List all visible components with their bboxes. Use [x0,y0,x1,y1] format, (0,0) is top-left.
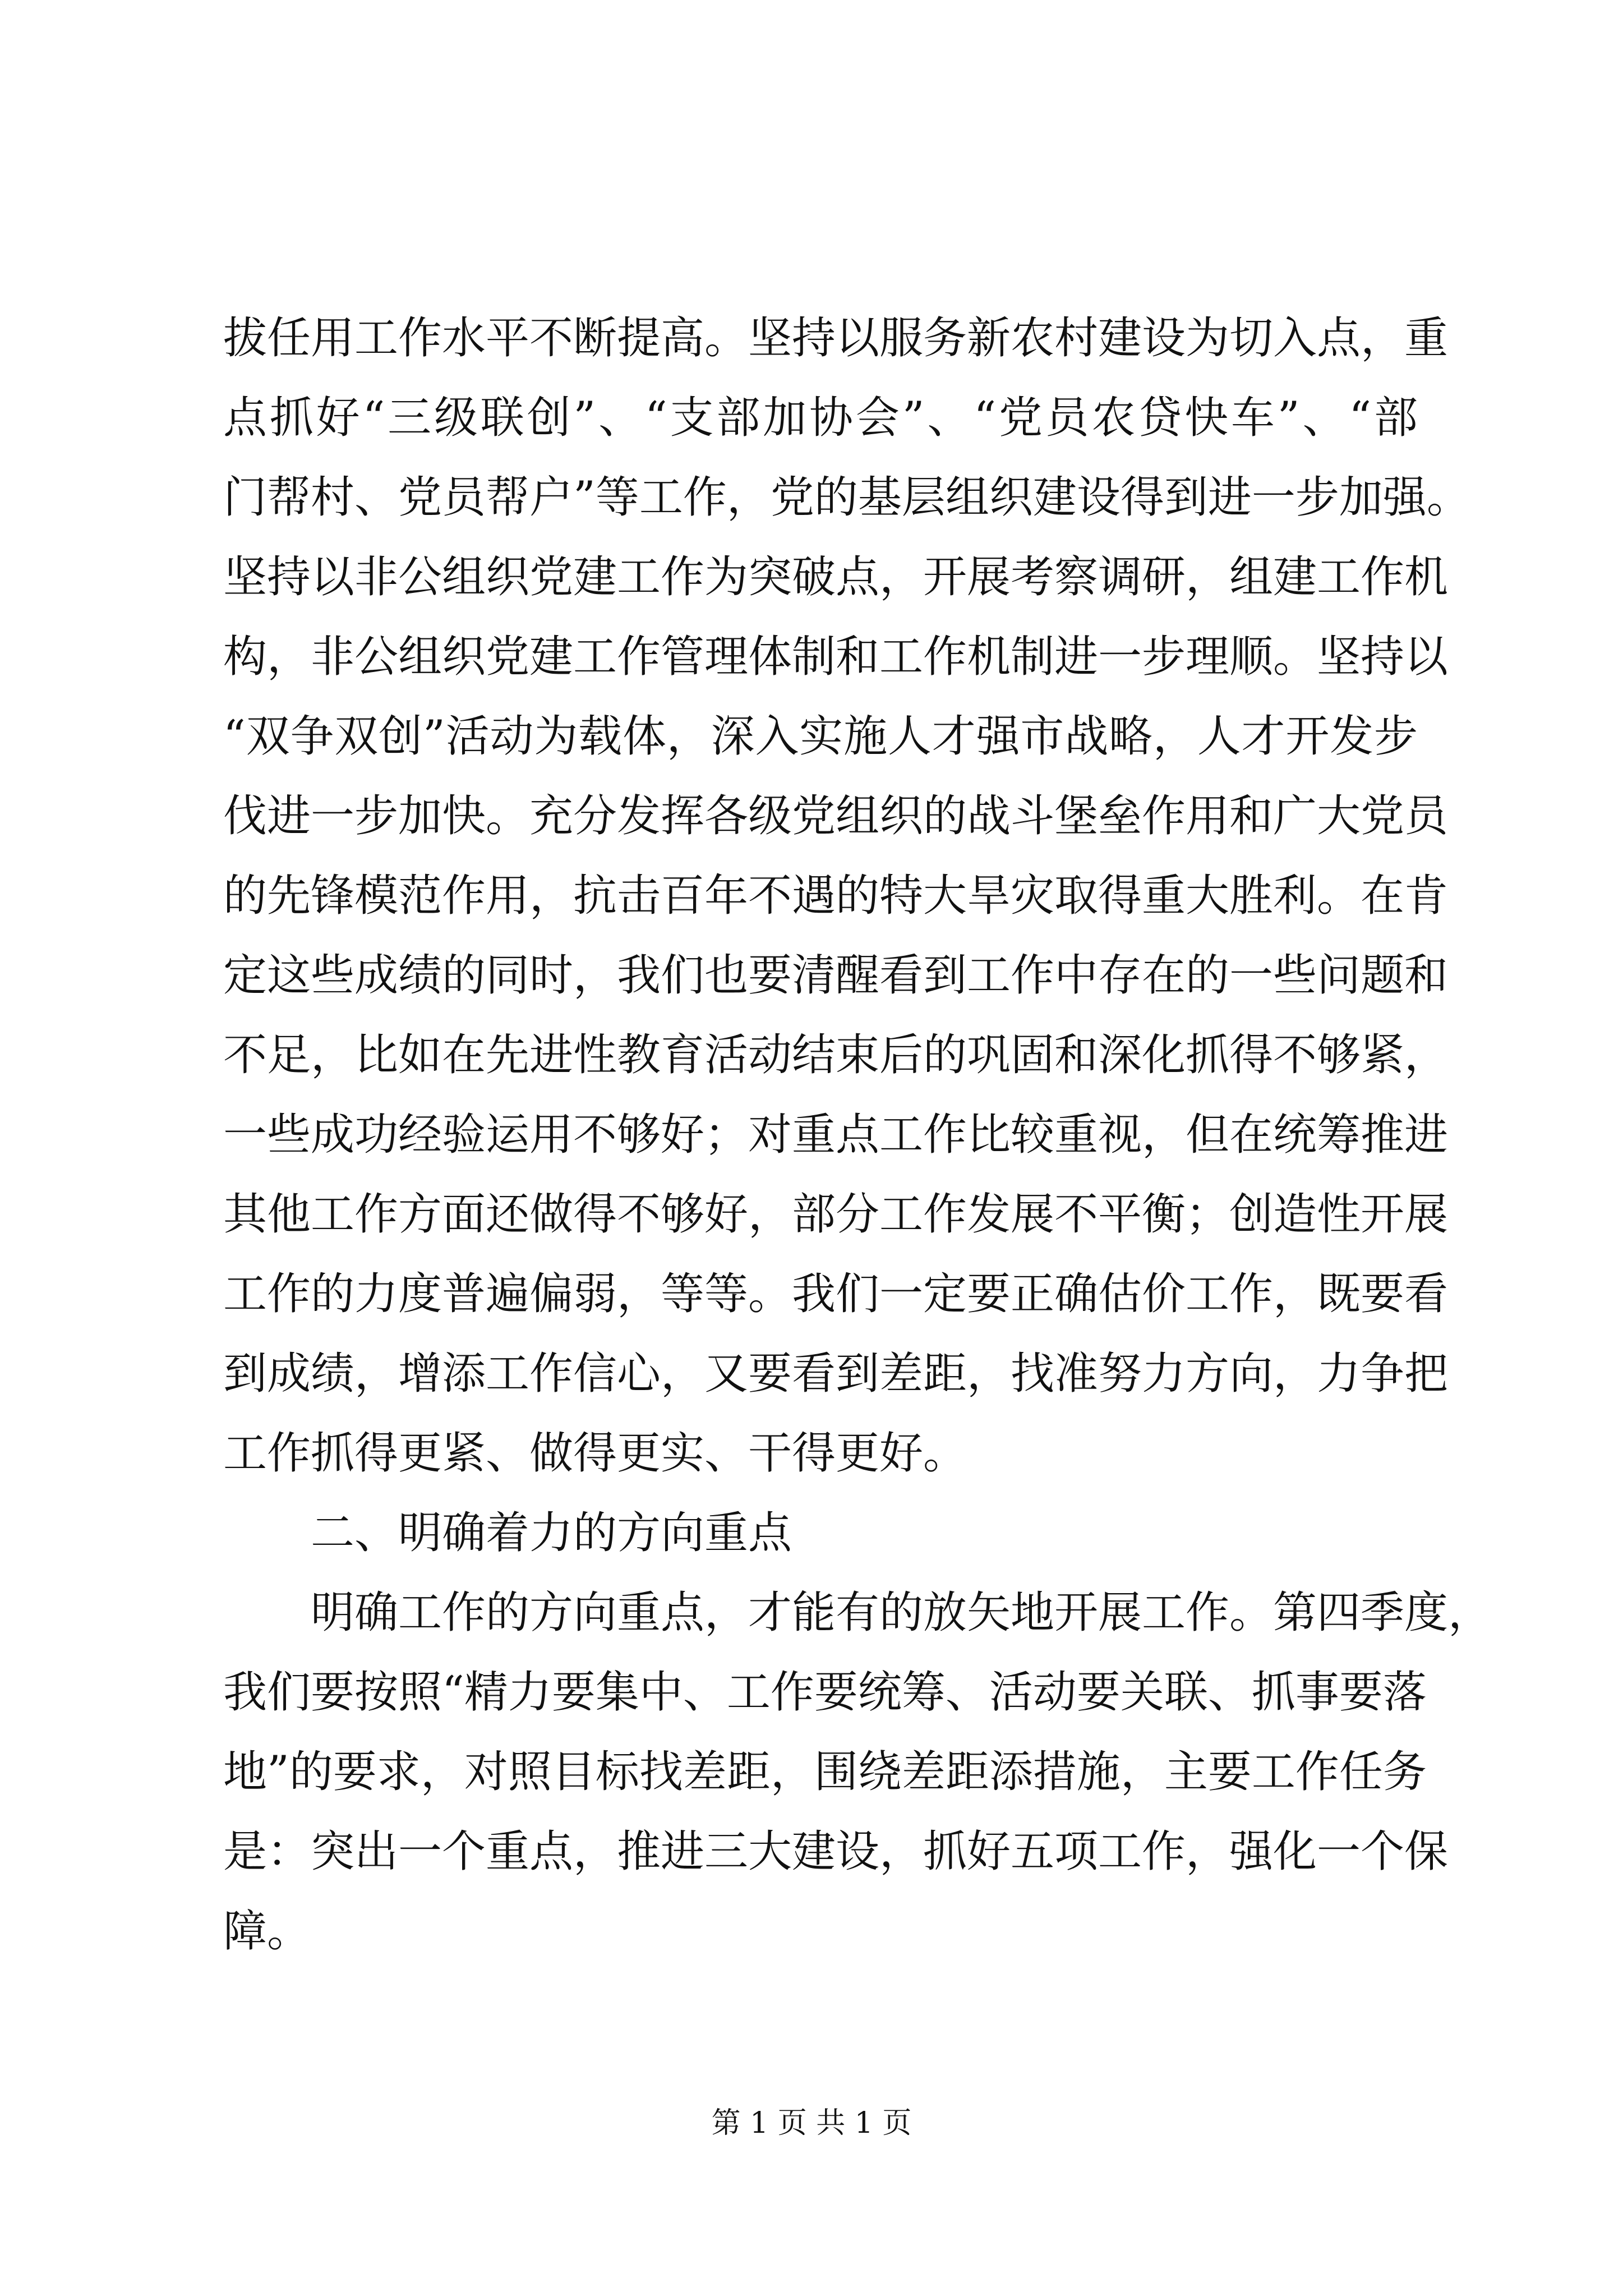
paragraph-line: 工作抓得更紧、做得更实、干得更好。 [223,1428,967,1479]
paragraph-line: 到成绩，增添工作信心，又要看到差距，找准努力方向，力争把 [223,1349,1449,1399]
paragraph-line: “双争双创”活动为载体，深入实施人才强市战略，人才开发步 [223,711,1418,762]
paragraph-line: 定这些成绩的同时，我们也要清醒看到工作中存在的一些问题和 [223,950,1449,1001]
paragraph-line: 构，非公组织党建工作管理体制和工作机制进一步理顺。坚持以 [223,632,1449,682]
paragraph-line: 工作的力度普遍偏弱，等等。我们一定要正确估价工作，既要看 [223,1269,1449,1319]
paragraph-line: 坚持以非公组织党建工作为突破点，开展考察调研，组建工作机 [223,552,1449,602]
section-heading: 二、明确着力的方向重点 [311,1508,792,1558]
paragraph-line: 的先锋模范作用，抗击百年不遇的特大旱灾取得重大胜利。在肯 [223,871,1449,921]
paragraph-line: 不足，比如在先进性教育活动结束后的巩固和深化抓得不够紧， [223,1030,1449,1080]
document-body [223,298,1492,1971]
paragraph-line: 明确工作的方向重点，才能有的放矢地开展工作。第四季度， [311,1588,1492,1638]
page-number-footer: 第 1 页 共 1 页 [711,2106,912,2140]
paragraph-line: 地”的要求，对照目标找差距，围绕差距添措施，主要工作任务 [223,1747,1427,1797]
paragraph-line: 门帮村、党员帮户”等工作，党的基层组织建设得到进一步加强。 [223,472,1470,523]
paragraph-line: 一些成功经验运用不够好；对重点工作比较重视，但在统筹推进 [223,1110,1449,1160]
paragraph-line: 障。 [223,1906,311,1957]
paragraph-line: 是：突出一个重点，推进三大建设，抓好五项工作，强化一个保 [223,1826,1449,1877]
paragraph-line: 点抓好“三级联创”、“支部加协会”、“党员农贷快车”、“部 [223,393,1418,443]
paragraph-line: 我们要按照“精力要集中、工作要统筹、活动要关联、抓事要落 [223,1667,1427,1718]
paragraph-line: 拔任用工作水平不断提高。坚持以服务新农村建设为切入点，重 [223,313,1449,364]
paragraph-line: 伐进一步加快。充分发挥各级党组织的战斗堡垒作用和广大党员 [223,791,1449,841]
paragraph-line: 其他工作方面还做得不够好，部分工作发展不平衡；创造性开展 [223,1189,1449,1240]
